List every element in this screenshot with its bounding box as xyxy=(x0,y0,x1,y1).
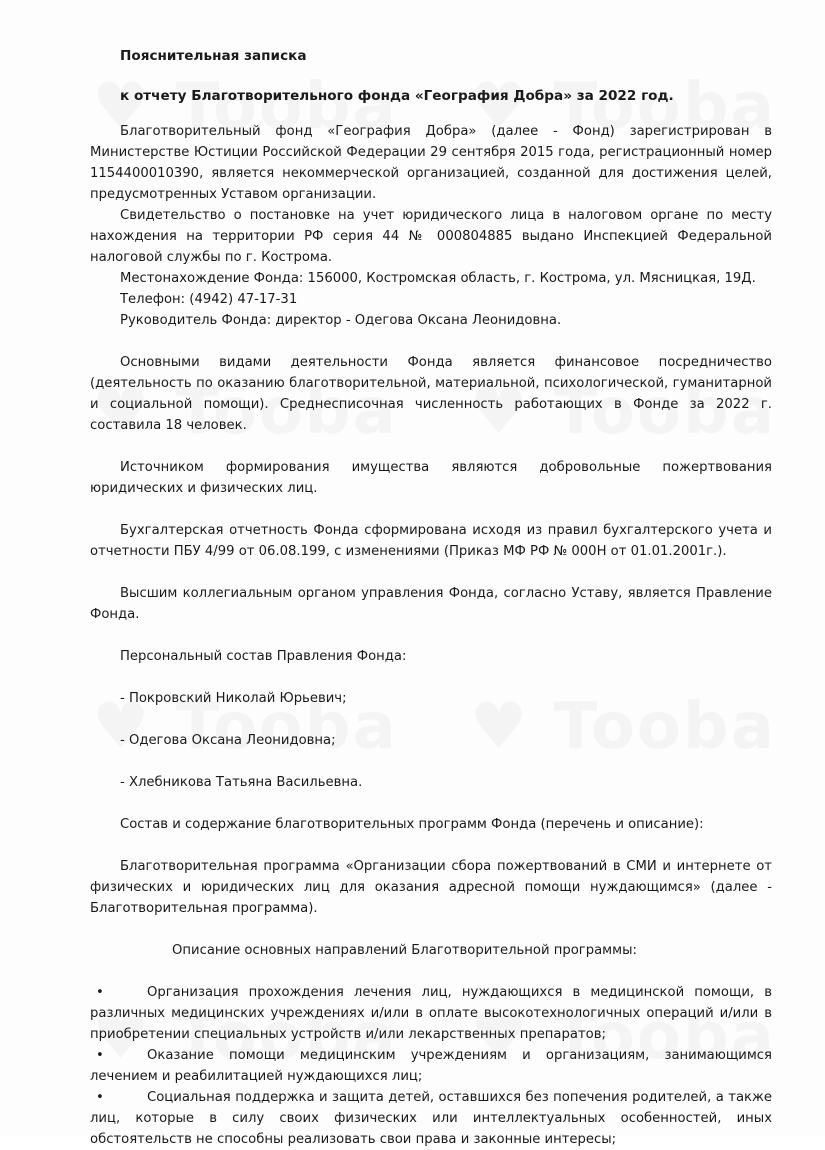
property-source-paragraph: Источником формирования имущества являются добровольные пожертвования юридических и физических лиц. xyxy=(90,460,772,496)
registration-paragraph: Благотворительный фонд «География Добра» (далее - Фонд) зарегистрирован в Министерстве Юстиции Российской Федерации 29 сентября 2015 года, регистрационный номер 1154400010390, является некоммерческой организацией, созданной для достижения целей, предусмотренных Уставом организации. xyxy=(90,124,772,202)
direction-item xyxy=(90,1045,772,1087)
direction-item xyxy=(90,982,772,1045)
direction-text: Социальная поддержка и защита детей, оставшихся без попечения родителей, а также лиц, которые в силу своих физических или интеллектуальных особенностей, иных обстоятельств не способны реализовать свои права и законные интересы; xyxy=(90,1090,772,1147)
bullet-icon: • xyxy=(96,1048,104,1063)
tax-certificate-paragraph: Свидетельство о постановке на учет юридического лица в налоговом органе по месту нахождения на территории РФ серия 44 № 000804885 выдано Инспекцией Федеральной налоговой службы по г. Кострома. xyxy=(90,208,772,265)
board-member: - Покровский Николай Юрьевич; xyxy=(120,691,347,706)
bullet-icon: • xyxy=(96,1090,104,1105)
directions-heading: Описание основных направлений Благотворительной программы: xyxy=(172,943,637,958)
program-paragraph: Благотворительная программа «Организации сбора пожертвований в СМИ и интернете от физических и юридических лиц для оказания адресной помощи нуждающимся» (далее - Благотворительная программа). xyxy=(90,859,772,916)
direction-text: Оказание помощи медицинским учреждениям и организациям, занимающимся лечением и реабилитацией нуждающихся лиц; xyxy=(90,1048,772,1084)
activities-paragraph: Основными видами деятельности Фонда является финансовое посредничество (деятельность по оказанию благотворительной, материальной, психологической, гуманитарной и социальной помощи). Среднесписочная численность работающих в Фонде за 2022 г. составила 18 человек. xyxy=(90,355,772,433)
document-title: Пояснительная записка xyxy=(120,48,307,64)
governing-body-paragraph: Высшим коллегиальным органом управления Фонда, согласно Уставу, является Правление Фонда. xyxy=(90,586,772,622)
direction-text: Организация прохождения лечения лиц, нуждающихся в медицинской помощи, в различных медицинских учреждениях и/или в оплате высокотехнологичных операций и/или в приобретении специальных устройств и/или лекарственных препаратов; xyxy=(90,985,772,1042)
accounting-paragraph: Бухгалтерская отчетность Фонда сформирована исходя из правил бухгалтерского учета и отчетности ПБУ 4/99 от 06.08.199, с изменениями (Приказ МФ РФ № 000Н от 01.01.2001г.). xyxy=(90,523,772,559)
location-line: Местонахождение Фонда: 156000, Костромская область, г. Кострома, ул. Мясницкая, 19Д. xyxy=(120,271,756,286)
bullet-icon: • xyxy=(96,985,104,1000)
direction-item xyxy=(90,1087,772,1150)
programs-heading: Состав и содержание благотворительных программ Фонда (перечень и описание): xyxy=(120,817,704,832)
document-subtitle: к отчету Благотворительного фонда «География Добра» за 2022 год. xyxy=(120,88,674,104)
phone-line: Телефон: (4942) 47-17-31 xyxy=(120,292,298,307)
board-member: - Одегова Оксана Леонидовна; xyxy=(120,733,336,748)
head-line: Руководитель Фонда: директор - Одегова Оксана Леонидовна. xyxy=(120,313,562,328)
document-body xyxy=(90,46,772,1150)
board-member: - Хлебникова Татьяна Васильевна. xyxy=(120,775,363,790)
board-heading: Персональный состав Правления Фонда: xyxy=(120,649,407,664)
